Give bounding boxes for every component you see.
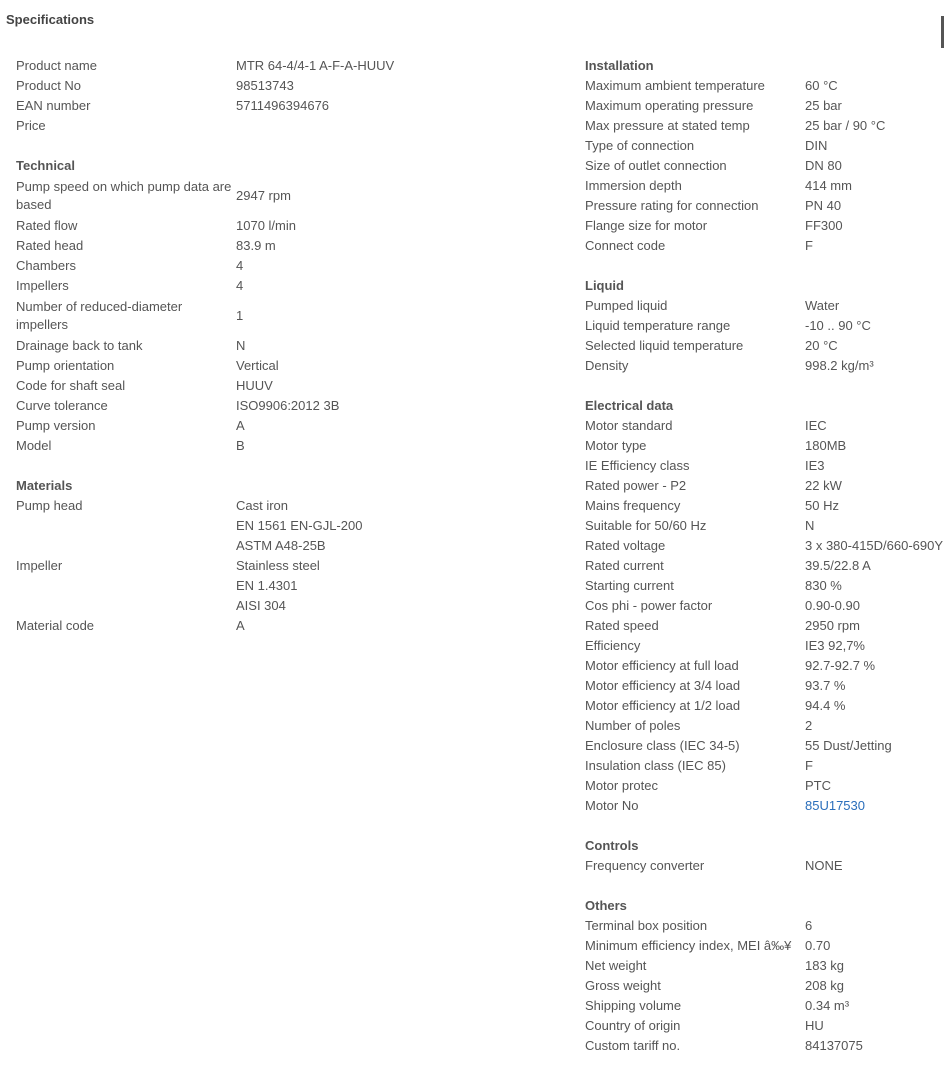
spec-row [585, 236, 885, 256]
spec-value: ISO9906:2012 3B [236, 398, 340, 413]
spec-value: 25 bar [805, 98, 842, 113]
spec-value-cell [805, 76, 885, 96]
spec-value-cell [236, 256, 339, 276]
spec-value-cell [805, 516, 943, 536]
spec-value-cell [805, 356, 874, 376]
spec-table [16, 496, 362, 636]
spec-label: Flange size for motor [585, 218, 708, 233]
spec-label: Immersion depth [585, 178, 682, 193]
spec-label: Max pressure at stated temp [585, 118, 750, 133]
spec-value: 2947 rpm [236, 188, 291, 203]
spec-value: Water [805, 298, 840, 313]
spec-label: Selected liquid temperature [585, 338, 744, 353]
spec-label: Material code [16, 618, 95, 633]
spec-label: Motor efficiency at 3/4 load [585, 678, 741, 693]
spec-label: Insulation class (IEC 85) [585, 758, 726, 773]
spec-row [585, 576, 943, 596]
spec-value: A [236, 618, 245, 633]
spec-value-cell [805, 696, 943, 716]
section-product [16, 56, 556, 136]
spec-value-cell [236, 496, 362, 556]
spec-label: Enclosure class (IEC 34-5) [585, 738, 740, 753]
spec-label: Impellers [16, 278, 69, 293]
section-title: Installation [585, 58, 654, 73]
spec-value: 183 kg [805, 958, 845, 973]
section-title: Others [585, 898, 627, 913]
spec-row [16, 556, 362, 616]
spec-row [585, 776, 943, 796]
spec-value: DIN [805, 138, 828, 153]
spec-row [585, 1036, 863, 1056]
spec-value: 830 % [805, 578, 842, 593]
spec-value: -10 .. 90 °C [805, 318, 871, 333]
spec-table [585, 76, 885, 256]
spec-row [585, 716, 943, 736]
section-technical [16, 156, 556, 456]
spec-value-cell [805, 936, 863, 956]
spec-value: 0.70 [805, 938, 831, 953]
spec-value-cell [805, 456, 943, 476]
spec-row [16, 276, 339, 296]
spec-value: F [805, 238, 813, 253]
section-title: Liquid [585, 278, 624, 293]
spec-value-cell [805, 596, 943, 616]
spec-row [585, 536, 943, 556]
spec-value: 92.7-92.7 % [805, 658, 876, 673]
spec-value-cell [805, 576, 943, 596]
spec-label: Number of poles [585, 718, 681, 733]
spec-label: Type of connection [585, 138, 695, 153]
spec-value-cell [805, 156, 885, 176]
spec-row [585, 656, 943, 676]
spec-value: 20 °C [805, 338, 838, 353]
spec-value-cell [805, 736, 943, 756]
spec-label: Pumped liquid [585, 298, 668, 313]
spec-value-cell [805, 296, 874, 316]
spec-value: Vertical [236, 358, 279, 373]
spec-row [585, 556, 943, 576]
spec-value: 55 Dust/Jetting [805, 738, 892, 753]
spec-value-cell [236, 296, 339, 336]
spec-label: Frequency converter [585, 858, 705, 873]
spec-row [585, 1016, 863, 1036]
spec-value: 84137075 [805, 1038, 863, 1053]
section-title: Electrical data [585, 398, 674, 413]
spec-value-cell [236, 176, 339, 216]
spec-row [16, 256, 339, 276]
spec-row [16, 76, 394, 96]
spec-label: Number of reduced-diameter impellers [16, 299, 183, 332]
spec-label: Suitable for 50/60 Hz [585, 518, 707, 533]
spec-row [585, 176, 885, 196]
spec-label: Custom tariff no. [585, 1038, 681, 1053]
spec-label: Maximum operating pressure [585, 98, 754, 113]
spec-row [585, 436, 943, 456]
spec-value-cell [805, 656, 943, 676]
spec-row [16, 356, 339, 376]
section-title: Materials [16, 478, 73, 493]
spec-label: Motor standard [585, 418, 673, 433]
spec-label: Density [585, 358, 629, 373]
motor-no-link[interactable]: 85U17530 [805, 798, 865, 813]
spec-row [585, 936, 863, 956]
spec-label: Size of outlet connection [585, 158, 727, 173]
spec-value: N [236, 338, 246, 353]
spec-label: Gross weight [585, 978, 661, 993]
spec-value: 6 [805, 918, 813, 933]
spec-value-cell [805, 316, 874, 336]
section-others [585, 896, 944, 1056]
spec-value: A [236, 418, 245, 433]
spec-label: IE Efficiency class [585, 458, 690, 473]
spec-label: Rated voltage [585, 538, 666, 553]
spec-value: IE3 [805, 458, 825, 473]
spec-label: Motor efficiency at full load [585, 658, 739, 673]
spec-value: 208 kg [805, 978, 845, 993]
spec-value: PN 40 [805, 198, 842, 213]
spec-value-cell [805, 1036, 863, 1056]
spec-value: 5711496394676 [236, 98, 330, 113]
spec-value-cell [805, 1016, 863, 1036]
spec-table [585, 296, 874, 376]
spec-value: MTR 64-4/4-1 A-F-A-HUUV [236, 58, 395, 73]
spec-value-cell [805, 756, 943, 776]
spec-row [16, 496, 362, 556]
spec-label: Cos phi - power factor [585, 598, 713, 613]
spec-label: Rated speed [585, 618, 659, 633]
spec-row [585, 996, 863, 1016]
spec-label: Impeller [16, 558, 63, 573]
spec-value-cell [805, 336, 874, 356]
spec-value-cell [805, 636, 943, 656]
section-liquid [585, 276, 944, 376]
spec-label: Motor No [585, 798, 639, 813]
spec-label: Pump orientation [16, 358, 115, 373]
spec-row [585, 456, 943, 476]
spec-row [585, 796, 943, 816]
spec-value-cell [805, 136, 885, 156]
spec-label: Maximum ambient temperature [585, 78, 765, 93]
spec-row [585, 636, 943, 656]
spec-label: Minimum efficiency index, MEI â‰¥ [585, 938, 792, 953]
spec-value-cell [805, 176, 885, 196]
spec-label: Country of origin [585, 1018, 681, 1033]
spec-label: Net weight [585, 958, 647, 973]
spec-label: Price [16, 118, 46, 133]
spec-label: Connect code [585, 238, 666, 253]
spec-row [585, 476, 943, 496]
spec-value: ASTM A48-25B [236, 538, 326, 553]
section-title: Technical [16, 158, 76, 173]
spec-value-cell [805, 476, 943, 496]
section-electrical-data [585, 396, 944, 816]
section-title: Controls [585, 838, 639, 853]
spec-value-cell [805, 436, 943, 456]
spec-label: Liquid temperature range [585, 318, 731, 333]
section-installation [585, 56, 944, 256]
spec-row [585, 676, 943, 696]
spec-value: FF300 [805, 218, 843, 233]
spec-row [585, 356, 874, 376]
spec-row [585, 696, 943, 716]
spec-value-cell [805, 496, 943, 516]
spec-label: Efficiency [585, 638, 641, 653]
spec-value: 22 kW [805, 478, 842, 493]
spec-value: 83.9 m [236, 238, 276, 253]
spec-row [16, 116, 394, 136]
spec-table [585, 416, 943, 816]
spec-label: Rated current [585, 558, 664, 573]
spec-table [16, 176, 339, 456]
spec-value-cell [236, 216, 339, 236]
spec-label: Shipping volume [585, 998, 682, 1013]
spec-value: F [805, 758, 813, 773]
spec-row [16, 236, 339, 256]
spec-value: AISI 304 [236, 598, 286, 613]
spec-value-cell [805, 676, 943, 696]
section-controls [585, 836, 944, 876]
spec-value-cell [805, 416, 943, 436]
spec-value-cell [805, 916, 863, 936]
spec-value: 2 [805, 718, 813, 733]
spec-row [585, 156, 885, 176]
spec-row [585, 916, 863, 936]
spec-value: EN 1561 EN-GJL-200 [236, 518, 363, 533]
spec-value-cell [805, 956, 863, 976]
spec-row [16, 176, 339, 216]
spec-value-cell [805, 776, 943, 796]
spec-row [585, 416, 943, 436]
spec-value-cell [236, 336, 339, 356]
spec-value: 0.90-0.90 [805, 598, 860, 613]
spec-value-cell [805, 716, 943, 736]
spec-row [585, 616, 943, 636]
spec-value: 98513743 [236, 78, 294, 93]
spec-value-cell [236, 116, 394, 136]
spec-value: HUUV [236, 378, 273, 393]
spec-row [585, 116, 885, 136]
spec-row [585, 96, 885, 116]
spec-value-cell [236, 356, 339, 376]
spec-label: Pump speed on which pump data are based [16, 179, 232, 212]
spec-value-cell [236, 616, 362, 636]
spec-value-cell [805, 996, 863, 1016]
spec-label: Motor efficiency at 1/2 load [585, 698, 741, 713]
spec-value-cell [236, 236, 339, 256]
spec-row [585, 596, 943, 616]
spec-value: 180MB [805, 438, 847, 453]
spec-value: 4 [236, 278, 244, 293]
spec-value-cell [236, 556, 362, 616]
spec-value: 2950 rpm [805, 618, 860, 633]
spec-row [585, 976, 863, 996]
spec-row [16, 296, 339, 336]
spec-value-cell [805, 556, 943, 576]
spec-value: 93.7 % [805, 678, 846, 693]
spec-value-cell [805, 976, 863, 996]
spec-row [585, 136, 885, 156]
spec-row [16, 616, 362, 636]
spec-value: 39.5/22.8 A [805, 558, 871, 573]
spec-value-cell [236, 416, 339, 436]
spec-value: PTC [805, 778, 831, 793]
spec-label: Chambers [16, 258, 76, 273]
spec-value-cell [805, 796, 943, 816]
spec-value-cell [236, 376, 339, 396]
spec-row [585, 216, 885, 236]
spec-value-cell [805, 536, 943, 556]
spec-label: Motor type [585, 438, 647, 453]
spec-label: Product name [16, 58, 97, 73]
spec-label: Mains frequency [585, 498, 681, 513]
spec-label: Rated flow [16, 218, 78, 233]
spec-label: Pump head [16, 498, 83, 513]
spec-value: NONE [805, 858, 843, 873]
spec-row [585, 76, 885, 96]
spec-value-cell [805, 616, 943, 636]
spec-value: 94.4 % [805, 698, 846, 713]
spec-label: Drainage back to tank [16, 338, 143, 353]
spec-row [16, 56, 394, 76]
spec-value: 60 °C [805, 78, 838, 93]
spec-table [585, 856, 843, 876]
spec-value: 1070 l/min [236, 218, 296, 233]
spec-value-cell [236, 96, 394, 116]
spec-value: Stainless steel [236, 558, 320, 573]
spec-value [236, 116, 394, 136]
spec-value: 1 [236, 308, 244, 323]
spec-row [585, 316, 874, 336]
spec-label: Curve tolerance [16, 398, 108, 413]
spec-label: Starting current [585, 578, 674, 593]
spec-value: 4 [236, 258, 244, 273]
spec-value: 3 x 380-415D/660-690Y [805, 538, 944, 553]
spec-value: 50 Hz [805, 498, 839, 513]
spec-row [16, 396, 339, 416]
spec-value: EN 1.4301 [236, 578, 298, 593]
spec-value-cell [236, 436, 339, 456]
spec-row [16, 376, 339, 396]
spec-label: Product No [16, 78, 82, 93]
spec-value: 25 bar / 90 °C [805, 118, 886, 133]
spec-value: N [805, 518, 815, 533]
spec-row [16, 96, 394, 116]
spec-value: DN 80 [805, 158, 842, 173]
spec-label: Terminal box position [585, 918, 708, 933]
spec-label: Rated head [16, 238, 84, 253]
spec-value: Cast iron [236, 498, 289, 513]
section-materials [16, 476, 556, 636]
spec-row [16, 216, 339, 236]
spec-label: EAN number [16, 98, 91, 113]
spec-value-cell [805, 116, 885, 136]
spec-value: IEC [805, 418, 827, 433]
left-spec-column [16, 56, 556, 656]
spec-value: 998.2 kg/m³ [805, 358, 874, 373]
spec-value: 0.34 m³ [805, 998, 850, 1013]
spec-row [585, 956, 863, 976]
spec-row [585, 296, 874, 316]
spec-label: Pump version [16, 418, 96, 433]
spec-value-cell [805, 96, 885, 116]
spec-value-cell [805, 236, 885, 256]
spec-row [585, 336, 874, 356]
spec-row [585, 496, 943, 516]
spec-value-cell [805, 856, 843, 876]
spec-row [585, 856, 843, 876]
spec-label: Motor protec [585, 778, 658, 793]
spec-row [16, 436, 339, 456]
spec-row [16, 416, 339, 436]
spec-row [16, 336, 339, 356]
spec-value-cell [236, 76, 394, 96]
spec-value-cell [805, 216, 885, 236]
spec-value: HU [805, 1018, 824, 1033]
spec-label: Code for shaft seal [16, 378, 126, 393]
spec-label: Model [16, 438, 52, 453]
right-spec-column [585, 56, 944, 1076]
spec-value: 414 mm [805, 178, 852, 193]
spec-value-cell [236, 276, 339, 296]
spec-value-cell [236, 396, 339, 416]
spec-label: Rated power - P2 [585, 478, 687, 493]
spec-value: B [236, 438, 245, 453]
spec-table [16, 56, 394, 136]
spec-row [585, 756, 943, 776]
spec-label: Pressure rating for connection [585, 198, 759, 213]
spec-row [585, 516, 943, 536]
spec-value-cell [805, 196, 885, 216]
spec-value-cell [236, 56, 394, 76]
page-title: Specifications [6, 12, 95, 27]
spec-row [585, 196, 885, 216]
spec-value: IE3 92,7% [805, 638, 865, 653]
spec-table [585, 916, 863, 1056]
spec-row [585, 736, 943, 756]
